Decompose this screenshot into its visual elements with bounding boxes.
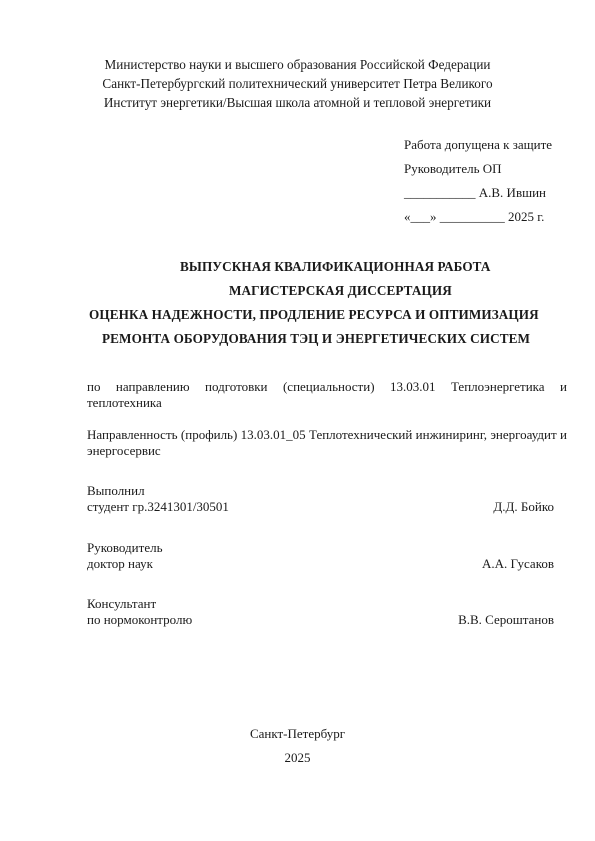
consultant-role: по нормоконтролю [87,612,193,627]
approval-block [404,137,552,233]
supervisor-name: А.А. Гусаков [481,556,554,571]
consultant-name: В.В. Сероштанов [458,612,554,627]
consultant-row [87,612,554,628]
supervisor-role: доктор наук [87,556,153,571]
performer-row [87,499,554,515]
study-direction: по направлению подготовки (специальности) 13.03.01 Теплоэнергетика и теплотехника [87,379,567,410]
performer-name: Д.Д. Бойко [493,499,554,514]
institute-line: Институт энергетики/Высшая школа атомной и тепловой энергетики [103,95,492,110]
ministry-line: Министерство науки и высшего образования Российской Федерации [104,57,491,72]
approval-head: Руководитель ОП [404,161,502,176]
study-profile: Направленность (профиль) 13.03.01_05 Теплотехнический инжиниринг, энергоаудит и энергосервис [87,427,567,458]
approval-date: «___» __________ 2025 г. [404,209,545,224]
dissertation-line: МАГИСТЕРСКАЯ ДИССЕРТАЦИЯ [229,283,452,298]
topic-line-1: ОЦЕНКА НАДЕЖНОСТИ, ПРОДЛЕНИЕ РЕСУРСА И ОПТИМИЗАЦИЯ [89,307,539,322]
approval-signature: ___________ А.В. Ившин [404,185,547,200]
year: 2025 [284,750,311,765]
work-type-line: ВЫПУСКНАЯ КВАЛИФИКАЦИОННАЯ РАБОТА [180,259,491,274]
city: Санкт-Петербург [249,726,346,741]
supervisor-label: Руководитель [87,540,163,555]
performer-role: студент гр.3241301/30501 [87,499,229,514]
supervisor-row [87,556,554,572]
topic-line-2: РЕМОНТА ОБОРУДОВАНИЯ ТЭЦ И ЭНЕРГЕТИЧЕСКИХ СИСТЕМ [102,331,531,346]
performer-label: Выполнил [87,483,145,498]
consultant-label: Консультант [87,596,157,611]
approval-admitted: Работа допущена к защите [404,137,553,152]
university-line: Санкт-Петербургский политехнический университет Петра Великого [102,76,493,91]
